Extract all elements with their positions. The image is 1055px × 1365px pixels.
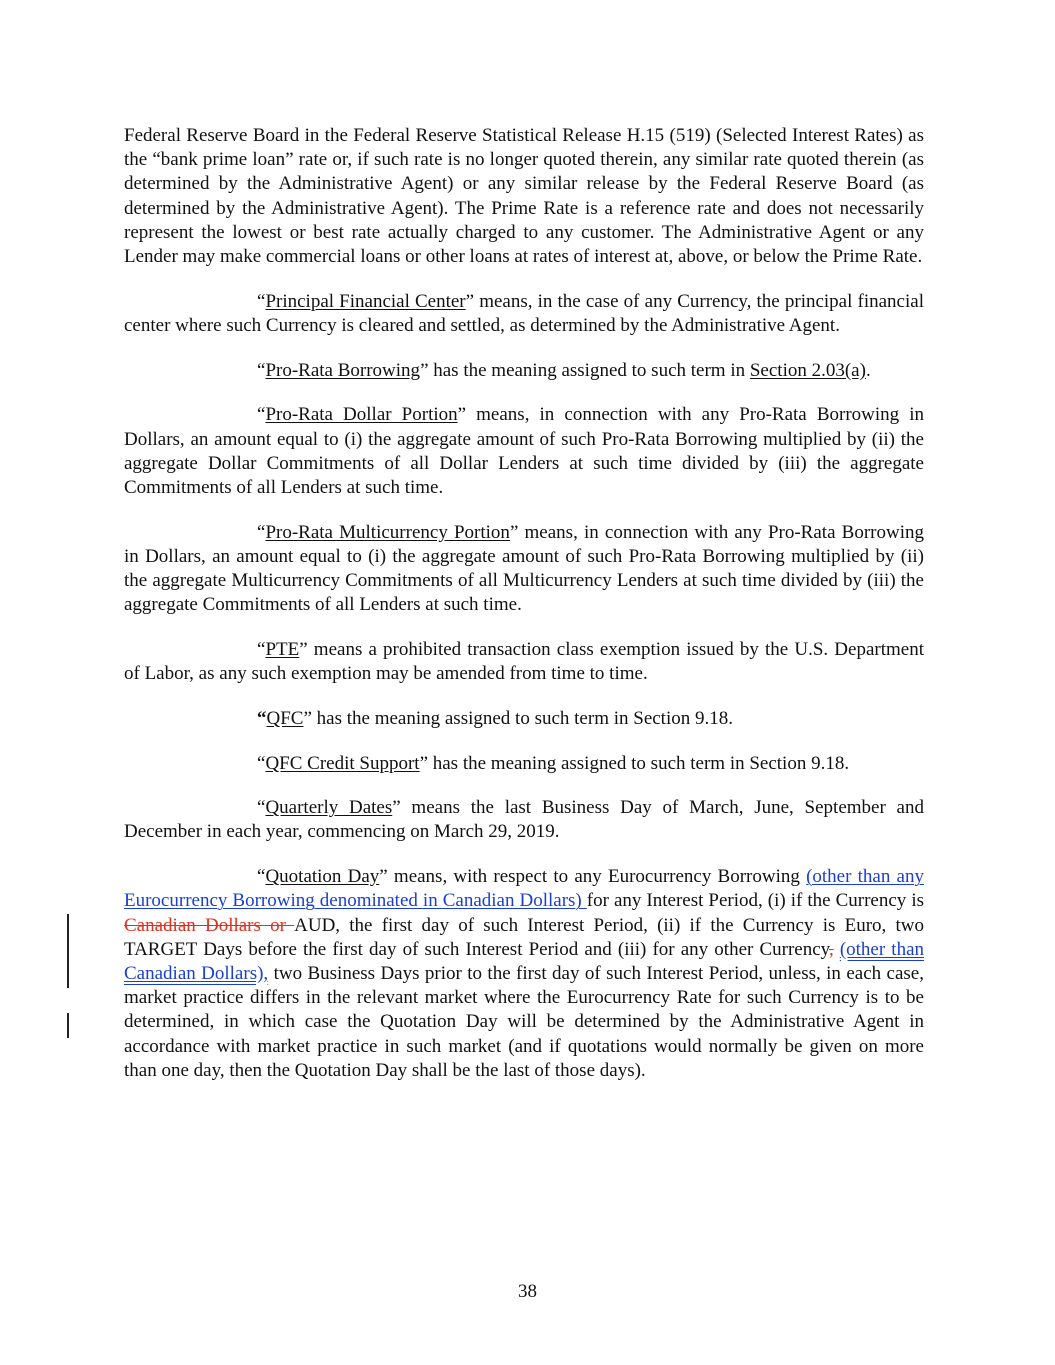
open-quote: “ — [257, 797, 266, 819]
definition-text: ” means, with respect to any Eurocurrency Borrowing — [379, 866, 807, 888]
definition-pro-rata-dollar-portion — [124, 403, 924, 500]
definition-text: AUD, the first day of such Interest Period, (ii) if the Currency is Euro, two TARGET Days before the first day of such Interest Period and (iii) for any other Currency — [124, 914, 924, 960]
deleted-text: , — [828, 938, 834, 960]
definition-text: ” means, in connection with any Pro-Rata Borrowing in Dollars, an amount equal to (i) the aggregate amount of such Pro-Rata Borrowing multiplied by (ii) the aggregate Dollar Commitments of all Dollar Lenders at such time divided by (iii) the aggregate Commitments of all Lenders at such time. — [124, 404, 925, 498]
defined-term: Pro-Rata Dollar Portion — [265, 404, 458, 426]
open-quote: “ — [257, 638, 266, 660]
open-quote: “ — [257, 521, 266, 543]
open-quote: “ — [257, 752, 266, 774]
definition-qfc-credit-support — [124, 752, 924, 776]
open-quote: “ — [257, 866, 266, 888]
definition-quotation-day — [124, 865, 924, 1083]
inserted-text: (other than any Eurocurrency Borrowing denominated in Canadian Dollars) — [124, 866, 924, 912]
page-number: 38 — [518, 1281, 537, 1302]
open-quote: “ — [257, 404, 266, 426]
defined-term: Quotation Day — [265, 866, 380, 888]
inserted-text: (other than Canadian Dollars), — [124, 938, 925, 984]
defined-term: Pro-Rata Borrowing — [265, 359, 421, 381]
definition-end: . — [865, 359, 871, 381]
paragraph-prime-rate-continuation: Federal Reserve Board in the Federal Reserve Statistical Release H.15 (519) (Selected Interest Rates) as the “bank prime loan” rate or, if such rate is no longer quoted therein, any similar rate quoted therein (as determined by the Administrative Agent) or any similar release by the Federal Reserve Board (as determined by the Administrative Agent). The Prime Rate is a reference rate and does not necessarily represent the lowest or best rate actually charged to any customer. The Administrative Agent or any Lender may make commercial loans or other loans at rates of interest at, above, or below the Prime Rate. — [124, 125, 924, 268]
definition-pro-rata-borrowing — [124, 359, 924, 383]
definition-text: ” has the meaning assigned to such term in Section 9.18. — [419, 752, 850, 774]
definition-text: ” means, in connection with any Pro-Rata Borrowing in Dollars, an amount equal to (i) the aggregate amount of such Pro-Rata Borrowing multiplied by (ii) the aggregate Multicurrency Commitments of all Multicurrency Lenders at such time divided by (iii) the aggregate Commitments of all Lenders at such time. — [124, 521, 924, 616]
definition-principal-financial-center — [124, 290, 924, 338]
definition-text: ” means a prohibited transaction class exemption issued by the U.S. Department of Labor, as any such exemption may be amended from time to time. — [124, 638, 924, 685]
definition-text: two Business Days prior to the first day of such Interest Period, unless, in each case, market practice differs in the relevant market where the Eurocurrency Rate for such Currency is to be determined, in which case the Quotation Day will be determined by the Administrative Agent in accordance with market practice in such market (and if quotations would normally be given on more than one day, then the Quotation Day shall be the last of those days). — [124, 962, 924, 1081]
section-reference: Section 2.03(a) — [749, 359, 866, 381]
definition-text: for any Interest Period, (i) if the Currency is — [586, 890, 924, 912]
definition-text: ” means, in the case of any Currency, the principal financial center where such Currency is cleared and settled, as determined by the Administrative Agent. — [124, 290, 924, 336]
defined-term: Pro-Rata Multicurrency Portion — [265, 521, 510, 543]
defined-term: QFC — [266, 707, 304, 729]
defined-term: PTE — [265, 638, 300, 660]
definition-pro-rata-multicurrency-portion — [124, 521, 924, 618]
change-bar — [67, 914, 69, 988]
definition-pte — [124, 638, 924, 686]
definition-text: ” means the last Business Day of March, June, September and December in each year, commencing on March 29, 2019. — [124, 797, 924, 843]
change-bar — [67, 1013, 69, 1038]
defined-term: Quarterly Dates — [265, 797, 393, 819]
document-page — [124, 124, 924, 1104]
open-quote: “ — [257, 290, 266, 312]
open-quote: “ — [257, 707, 267, 729]
definition-quarterly-dates — [124, 796, 924, 844]
deleted-text: Canadian Dollars or — [124, 914, 295, 936]
definition-text: ” has the meaning assigned to such term in Section 9.18. — [303, 707, 733, 729]
definition-qfc — [124, 707, 924, 731]
defined-term: QFC Credit Support — [265, 752, 420, 774]
defined-term: Principal Financial Center — [265, 290, 466, 312]
open-quote: “ — [257, 359, 266, 381]
definition-text: ” has the meaning assigned to such term in — [420, 359, 750, 381]
